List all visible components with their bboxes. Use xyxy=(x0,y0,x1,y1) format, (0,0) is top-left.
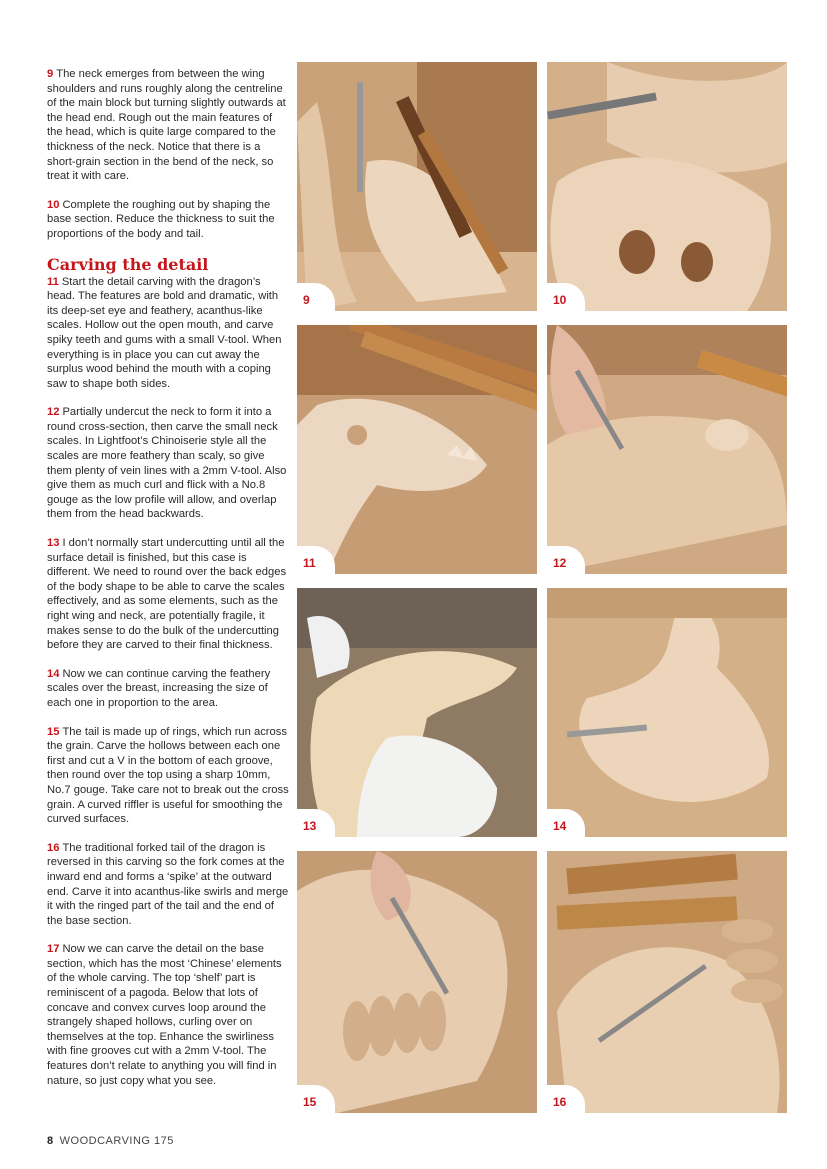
page-footer xyxy=(47,1135,174,1147)
photo-label: 11 xyxy=(297,546,335,574)
step-text: Start the detail carving with the dragon’s head. The features are bold and dramatic, with its deep-set eye and feathery, acanthus-like scales. Hollow out the open mouth, and carve spiky teeth and gums with a small V-tool. When everything is in place you can cut away the surplus wood behind the mouth with a coping saw to shape both sides. xyxy=(47,275,282,390)
photo-16 xyxy=(547,851,787,1113)
photo-14-image xyxy=(547,588,787,837)
photo-13-image xyxy=(297,588,537,837)
photo-12 xyxy=(547,325,787,574)
photo-15-image xyxy=(297,851,537,1113)
step-17 xyxy=(47,942,289,1088)
step-text: The traditional forked tail of the dragon is reversed in this carving so the fork comes at the inward end and forms a ‘spike’ at the outward end. Carve it into acanthus-like swirls and merge it with the ringed part of the tail and the end of the base section. xyxy=(47,841,289,927)
photo-13 xyxy=(297,588,537,837)
photo-9 xyxy=(297,62,537,311)
step-number: 14 xyxy=(47,667,60,680)
step-text: Now we can continue carving the feathery scales over the breast, increasing the size of each one in proportion to the area. xyxy=(47,667,271,709)
photo-label: 16 xyxy=(547,1085,585,1113)
photo-label: 14 xyxy=(547,809,585,837)
step-14 xyxy=(47,667,289,711)
article-text xyxy=(47,67,289,1102)
page-number: 8 xyxy=(47,1135,54,1147)
step-number: 11 xyxy=(47,275,59,288)
step-number: 9 xyxy=(47,68,54,80)
magazine-name: WOODCARVING 175 xyxy=(59,1135,174,1147)
photo-12-image xyxy=(547,325,787,574)
photo-label: 13 xyxy=(297,809,335,837)
step-text: The neck emerges from between the wing shoulders and runs roughly along the centreline of the main block but turning slightly outwards at the head end. Rough out the main features of the head, which is quite large compared to the thickness of the neck. Notice that there is a short-grain section in the bend of the neck, so treat it with care. xyxy=(47,68,286,183)
photo-label: 10 xyxy=(547,283,585,311)
section-heading: Carving the detail xyxy=(47,254,209,274)
step-16 xyxy=(47,841,289,929)
step-number: 10 xyxy=(47,198,60,211)
step-number: 17 xyxy=(47,943,60,956)
step-10 xyxy=(47,198,289,242)
photo-label: 12 xyxy=(547,546,585,574)
photo-label: 15 xyxy=(297,1085,335,1113)
step-number: 13 xyxy=(47,537,60,550)
photo-14 xyxy=(547,588,787,837)
step-number: 16 xyxy=(47,841,60,854)
step-number: 12 xyxy=(47,406,60,419)
step-9 xyxy=(47,67,289,184)
step-12 xyxy=(47,405,289,522)
step-text: Partially undercut the neck to form it into a round cross-section, then carve the small neck scales. In Lightfoot’s Chinoiserie style all the scales are more feathery than scaly, so give them plenty of vein lines with a 2mm V-tool. Also give them as much curl and flick with a No.8 gouge as the low profile will allow, and overlap them from the head backwards. xyxy=(47,406,287,521)
step-text: Now we can carve the detail on the base section, which has the most ‘Chinese’ elements of the whole carving. The top ‘shelf’ part is reminiscent of a pagoda. Below that lots of concave and convex curves loop around the strangely shaped hollows, curling over on themselves at the top. Enhance the swirliness with fine grooves cut with a 2mm V-tool. The features don’t relate to anything you will find in nature, so just copy what you see. xyxy=(47,943,282,1087)
step-text: The tail is made up of rings, which run across the grain. Carve the hollows between each one first and cut a V in the bottom of each groove, then round over the top using a sharp 10mm, No.7 gouge. Take care not to break out the cross grain. A curved riffler is useful for smoothing the curved surfaces. xyxy=(47,725,289,826)
photo-9-image xyxy=(297,62,537,311)
photo-10-image xyxy=(547,62,787,311)
photo-10 xyxy=(547,62,787,311)
step-11 xyxy=(47,275,289,392)
photo-11 xyxy=(297,325,537,574)
photo-11-image xyxy=(297,325,537,574)
step-15 xyxy=(47,725,289,827)
step-text: Complete the roughing out by shaping the base section. Reduce the thickness to suit the proportions of the body and tail. xyxy=(47,198,275,240)
step-number: 15 xyxy=(47,725,60,738)
photo-15 xyxy=(297,851,537,1113)
step-text: I don’t normally start undercutting until all the surface detail is finished, but this case is different. We need to round over the back edges of the body shape to be able to carve the scales effectively, and as some elements, such as the right wing and neck, are potentially fragile, it makes sense to do the bulk of the undercutting before they are carved to their final thickness. xyxy=(47,537,287,652)
photo-label: 9 xyxy=(297,283,335,311)
photo-16-image xyxy=(547,851,787,1113)
step-13 xyxy=(47,536,289,653)
